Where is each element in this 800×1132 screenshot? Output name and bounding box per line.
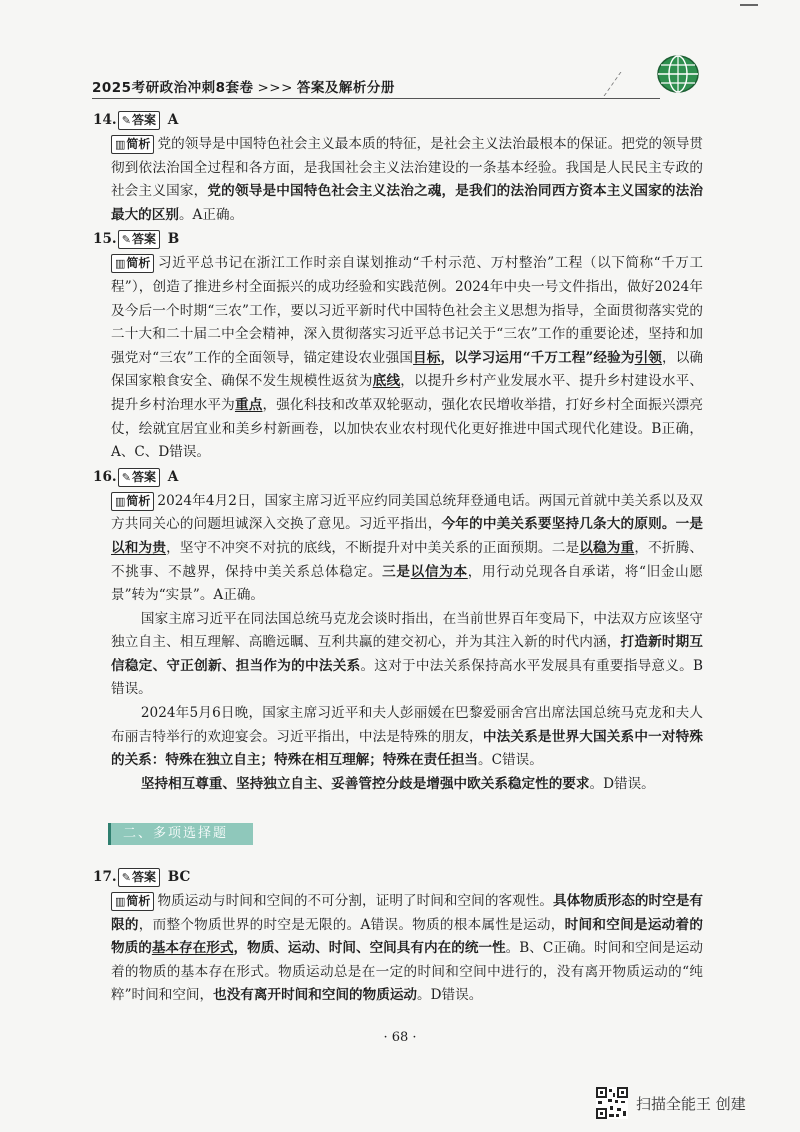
- analysis-label: 简析: [126, 137, 151, 151]
- page-header: [92, 70, 712, 100]
- underlined-term: 引领: [634, 349, 662, 366]
- globe-logo-icon: [656, 54, 700, 94]
- conclusion-text: 。A正确。: [178, 206, 244, 223]
- analysis-label: 简析: [126, 894, 151, 908]
- key-point: ，物质、运动、时间、空间具有内在的统一性: [233, 940, 506, 957]
- key-point: 三是: [382, 563, 411, 580]
- answer-line: [93, 865, 703, 890]
- analysis-paragraph: [111, 252, 703, 464]
- underlined-term: 基本存在形式: [151, 940, 234, 957]
- answer-tag: [118, 111, 160, 130]
- answer-tag: [118, 868, 160, 887]
- header-title: [92, 76, 395, 96]
- book-icon: ▥: [115, 895, 126, 908]
- analysis-text: 习近平总书记在浙江工作时亲自谋划推动“千村示范、万村整治”工程（以下简称“千万工程”），创造了推进乡村全面振兴的成功经验和实践范例。2024年中央一号文件指出，做好2024年及今后一个时期“三农”工作，要以习近平新时代中国特色社会主义思想为指导，全面贯彻落实党的二十大和二十届二中全会精神，深入贯彻落实习近平总书记关于“三农”工作的重要论述，坚持和加强党对“三农”工作的全面领导，锚定建设农业强国: [111, 255, 703, 366]
- analysis-text: ，坚守不冲突不对抗的底线，不断提升对中美关系的正面预期。二是: [166, 539, 580, 556]
- header-divider-dash: [514, 72, 622, 96]
- analysis-text: 。C错误。: [478, 752, 543, 769]
- question-14: [93, 108, 704, 227]
- underlined-term: 以稳为重: [579, 539, 635, 556]
- question-16: [93, 465, 704, 797]
- analysis-tag: [111, 492, 154, 511]
- analysis-text: ，强化科技和改革双轮驱动，强化农民增收举措，打好乡村全面振兴漂亮仗，绘就宜居宜业和美乡村新画卷，以加快农业农村现代化更好推进中国式现代化建设。B正确，A、C、D错误。: [111, 396, 704, 461]
- question-15: [93, 227, 704, 464]
- analysis-text: 2024年4月2日，国家主席习近平应约同美国总统拜登通电话。两国元首就中美关系以及双方共同关心的问题坦诚深入交换了意见。习近平指出，: [111, 492, 703, 533]
- analysis-text: 2024年5月6日晚，国家主席习近平和夫人彭丽媛在巴黎爱丽舍宫出席法国总统马克龙和夫人布丽吉特举行的欢迎宴会。习近平指出，中法是特殊的朋友，: [111, 705, 703, 745]
- page-number: · 68 ·: [383, 1030, 417, 1045]
- analysis-label: 简析: [126, 256, 151, 271]
- analysis-label: 简析: [126, 493, 151, 508]
- answer-content: [93, 108, 704, 796]
- analysis-text: ，以提升乡村产业发展水平、提升乡村建设水平、提升乡村治理水平为: [111, 373, 704, 413]
- answer-line: [93, 227, 703, 252]
- underlined-term: 以和为贵: [111, 539, 167, 556]
- key-point: 也没有离开时间和空间的物质运动: [213, 987, 418, 1004]
- answer-label: 答案: [131, 113, 156, 127]
- pencil-icon: ✎: [121, 114, 131, 127]
- analysis-tag: [111, 135, 154, 154]
- pencil-icon: ✎: [121, 233, 131, 247]
- analysis-paragraph: [111, 702, 703, 773]
- analysis-text: ，不折腾、不挑事、不越界，保持中美关系总体稳定。: [111, 539, 704, 580]
- answer-label: 答案: [131, 232, 156, 247]
- answer-label: 答案: [131, 870, 156, 884]
- watermark-text: 扫描全能王 创建: [636, 1094, 746, 1113]
- qr-code-icon: [596, 1087, 628, 1119]
- analysis-text: 物质运动与时间和空间的不可分割，证明了时间和空间的客观性。: [157, 893, 554, 909]
- answer-value: A: [167, 468, 179, 485]
- analysis-paragraph: [111, 133, 703, 227]
- analysis-paragraph: [111, 890, 703, 1008]
- header-title-main: 2025考研政治冲刺8套卷: [92, 80, 254, 96]
- underlined-term: 目标: [413, 349, 441, 366]
- answer-line: [93, 465, 703, 490]
- answer-tag: [118, 230, 160, 249]
- analysis-text: 。B、C正确。时间和空间是运动着的物质的基本存在形式。物质运动总是在一定的时间和空间中进行的，没有离开物质运动的“纯粹”时间和空间，: [111, 940, 703, 1004]
- analysis-text: 国家主席习近平在同法国总统马克龙会谈时指出，在当前世界百年变局下，中法双方应该坚守独立自主、相互理解、高瞻远瞩、互利共赢的建交初心，并为其注入新的时代内涵，: [111, 610, 703, 651]
- scanner-watermark: [596, 1086, 746, 1120]
- answer-value: B: [167, 231, 180, 248]
- question-number: 15.: [93, 231, 117, 248]
- key-point: 具体物质形态的时空是有限的: [111, 893, 704, 933]
- analysis-paragraph: [111, 773, 703, 797]
- analysis-paragraph: [111, 490, 703, 608]
- header-rule: [92, 98, 660, 99]
- key-point: 时间和空间是运动着的物质的: [111, 916, 704, 957]
- pencil-icon: ✎: [121, 871, 131, 884]
- underlined-term: 底线: [372, 373, 401, 390]
- corner-mark: [740, 4, 758, 6]
- pencil-icon: ✎: [121, 470, 131, 484]
- analysis-tag: [111, 254, 154, 273]
- header-title-sub: 答案及解析分册: [296, 80, 395, 96]
- analysis-text: ，而整个物质世界的时空是无限的。A错误。物质的根本属性是运动，: [138, 916, 565, 933]
- book-icon: ▥: [115, 257, 126, 271]
- underlined-term: 重点: [234, 396, 263, 413]
- section-heading: 二、多项选择题: [108, 823, 253, 845]
- analysis-text: 。这对于中法关系保持高水平发展具有重要指导意义。B错误。: [111, 657, 703, 698]
- header-arrows: >>>: [257, 80, 293, 96]
- key-point: 中法关系是世界大国关系中一对特殊的关系：特殊在独立自主；特殊在相互理解；特殊在责任担当: [111, 728, 704, 769]
- answer-content-2: [93, 865, 704, 1008]
- analysis-text: 党的领导是中国特色社会主义最本质的特征，是社会主义法治最根本的保证。把党的领导贯彻到依法治国全过程和各方面，是我国社会主义法治建设的一条基本经验。我国是人民民主专政的社会主义国家，: [111, 136, 703, 200]
- question-number: 16.: [93, 468, 117, 485]
- analysis-paragraph: [111, 608, 703, 702]
- analysis-tag: [111, 892, 154, 911]
- key-point: 打造新时期互信稳定、守正创新、担当作为的中法关系: [111, 634, 703, 674]
- answer-value: BC: [167, 869, 191, 885]
- key-point: 党的领导是中国特色社会主义法治之魂，是我们的法治同西方资本主义国家的法治最大的区别: [111, 183, 704, 223]
- underlined-term: 以信为本: [410, 563, 468, 580]
- answer-tag: [118, 468, 160, 487]
- answer-label: 答案: [131, 469, 156, 484]
- book-icon: ▥: [115, 494, 126, 508]
- book-icon: ▥: [115, 138, 126, 151]
- question-17: [93, 865, 704, 1008]
- answer-value: A: [167, 112, 179, 128]
- analysis-text: ，用行动兑现各自承诺，将“旧金山愿景”转为“实景”。A正确。: [111, 563, 704, 604]
- key-point: 今年的中美关系要坚持几条大的原则。一是: [441, 516, 704, 533]
- analysis-text: 。D错误。: [417, 987, 483, 1004]
- key-point: ，以学习运用“千万工程”经验为: [440, 349, 635, 366]
- question-number: 14.: [93, 112, 117, 128]
- analysis-text: ，以确保国家粮食安全、确保不发生规模性返贫为: [111, 349, 704, 390]
- analysis-text: 。D错误。: [589, 775, 655, 792]
- answer-line: [93, 108, 703, 133]
- key-point: 坚持相互尊重、坚持独立自主、妥善管控分歧是增强中欧关系稳定性的要求: [140, 775, 590, 792]
- question-number: 17.: [93, 869, 117, 885]
